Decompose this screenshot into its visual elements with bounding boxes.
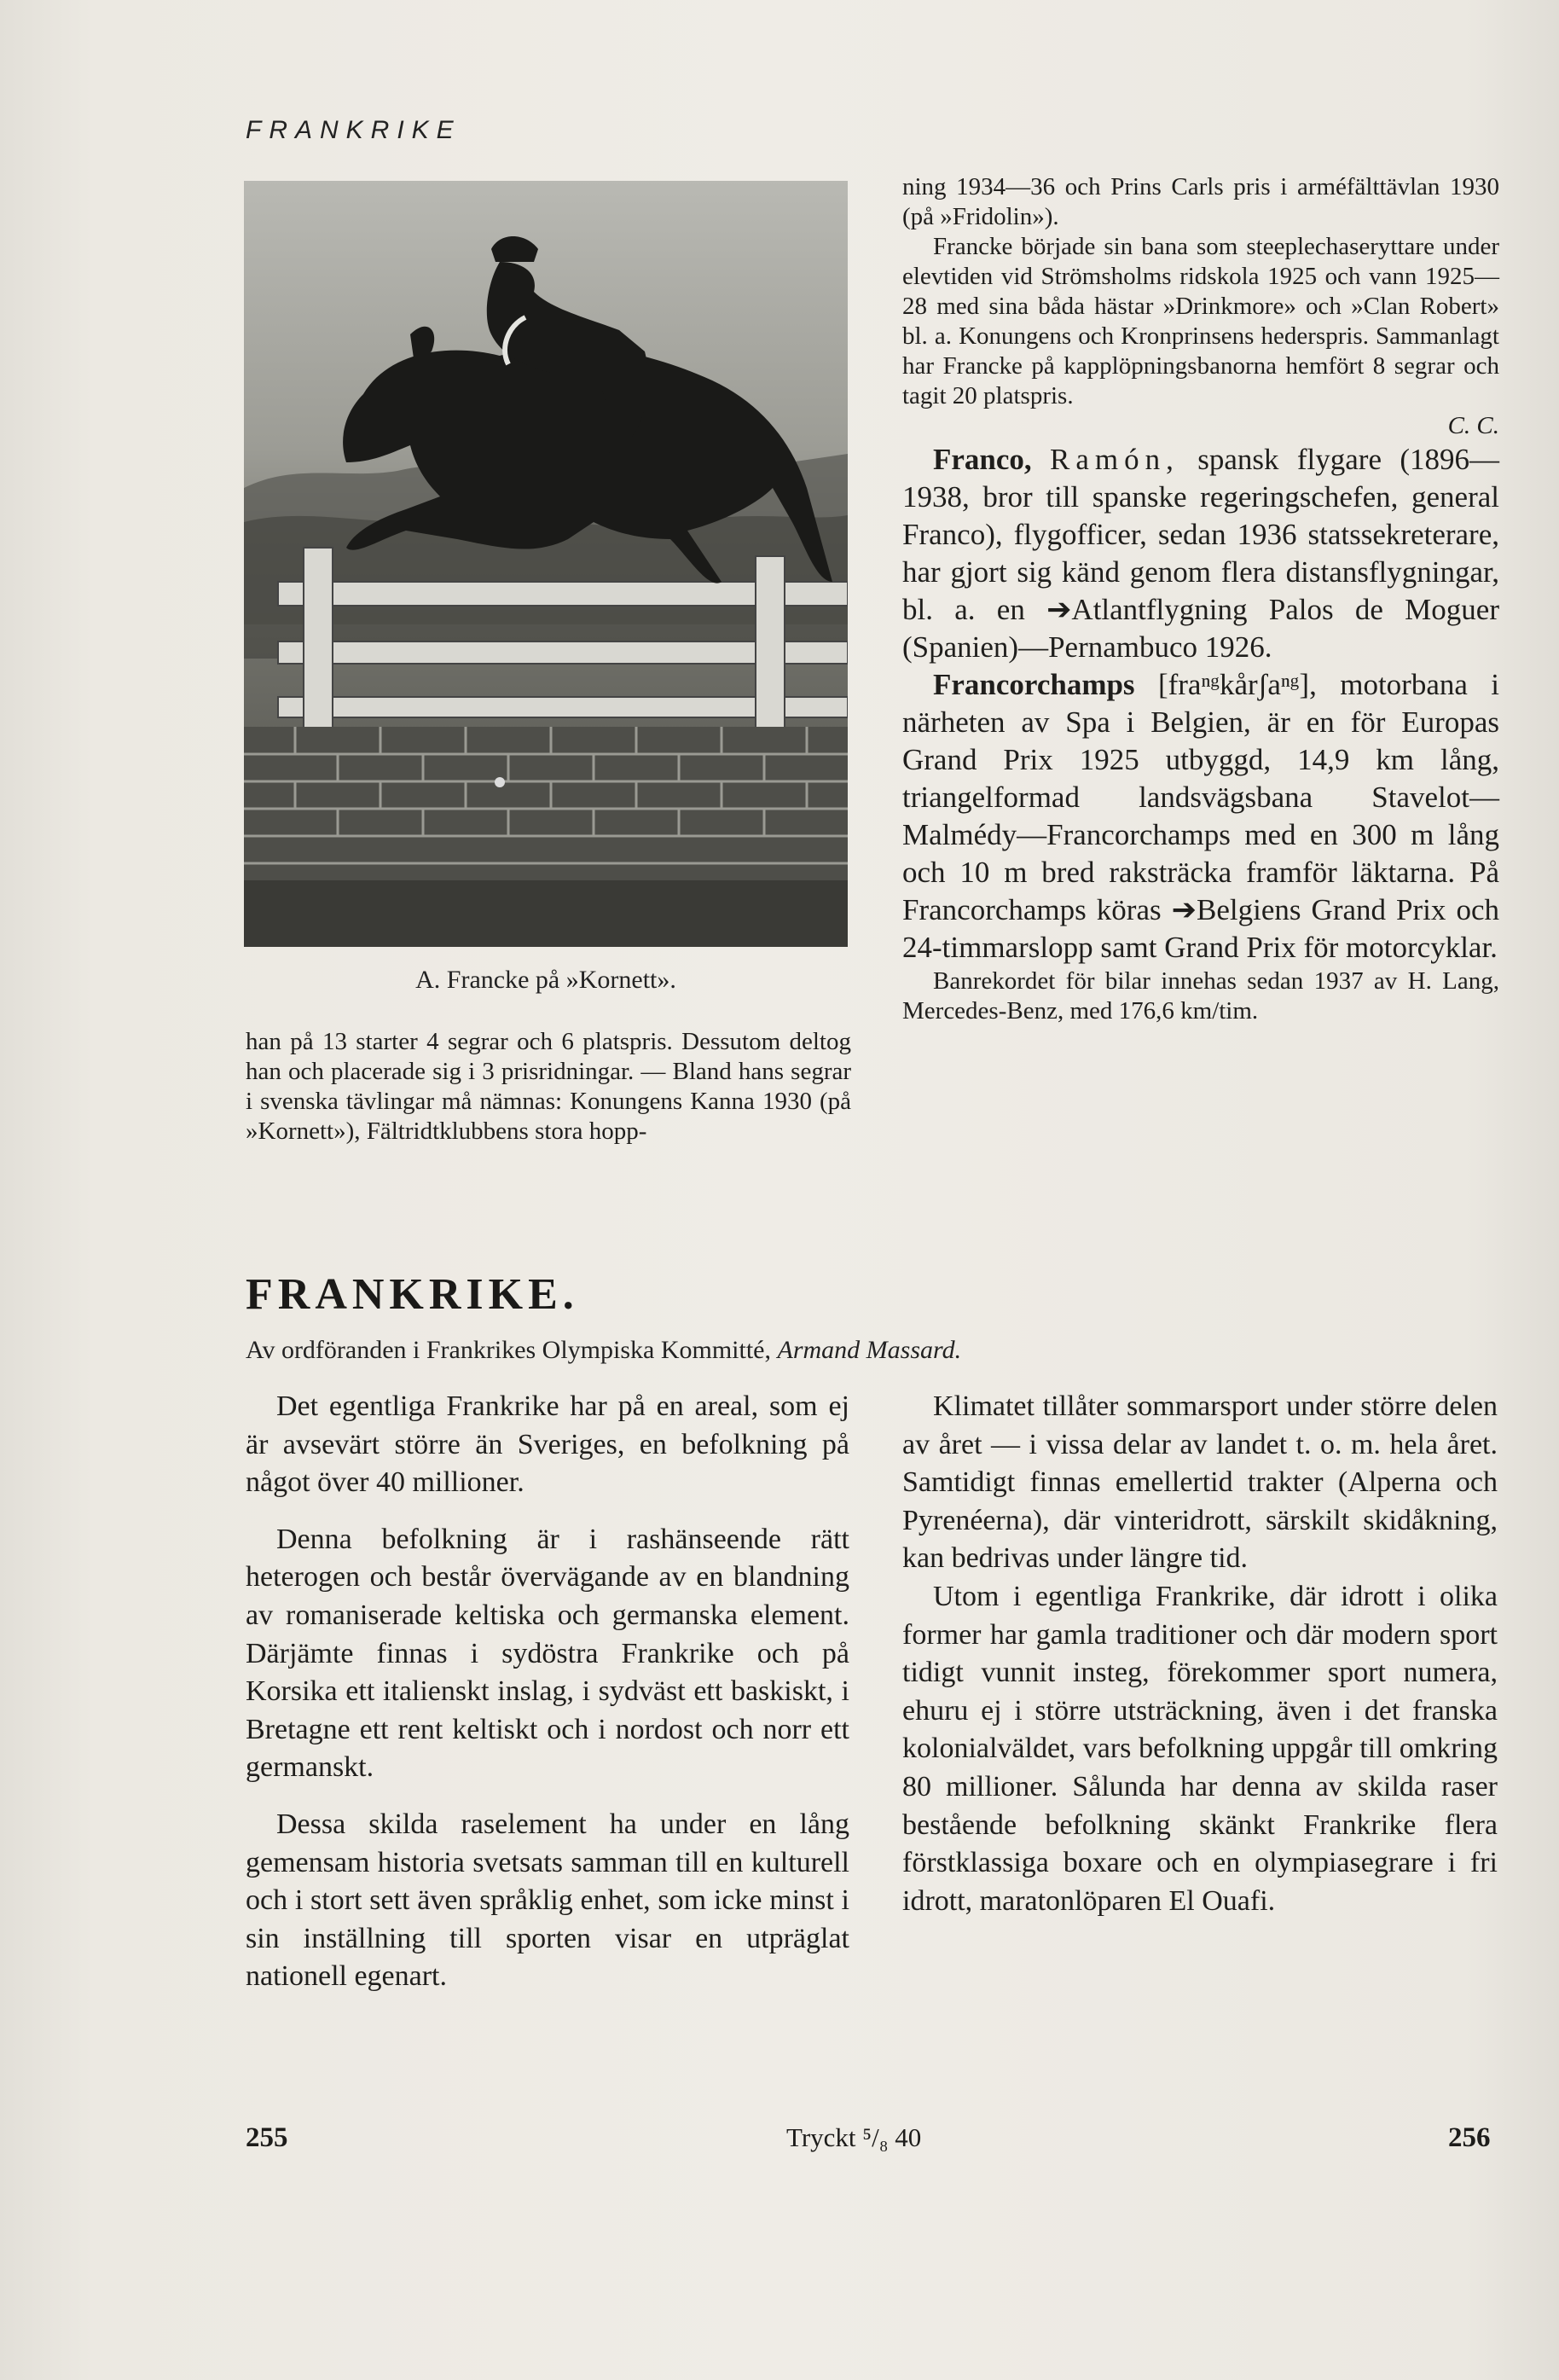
byline [246, 1336, 961, 1365]
horse-jump-illustration [244, 181, 848, 947]
page-number-left: 255 [246, 2122, 288, 2153]
encyclopedia-entries-column [902, 172, 1499, 1026]
paragraph: han på 13 starter 4 segrar och 6 platspris. Dessutom deltog han och placerade sig i 3 prisridningar. — Bland hans segrar i svenska tävlingar må nämnas: Konungens Kanna 1930 (på »Kornett»), Fältridtklubbens stora hopp- [246, 1028, 851, 1145]
record-note: Banrekordet för bilar innehas sedan 1937 av H. Lang, Mercedes-Benz, med 176,6 km/tim. [902, 967, 1499, 1025]
paragraph: Denna befolkning är i rashänseende rätt heterogen och består övervägande av en blandning av romaniserade keltiska och germanska element. Därjämte finnas i sydöstra Frankrike och på Korsika ett italienskt inslag, i sydväst ett baskiskt, i Bretagne ett rent keltiskt och i nordost och norr ett germanskt. [246, 1523, 849, 1784]
paragraph: Dessa skilda raselement ha under en lång gemensam historia svetsats samman till en kulturell och i stort sett även språklig enhet, som icke minst i sin inställning till sporten visar en utpräglat nationell egenart. [246, 1808, 849, 1993]
headword: Francorchamps [933, 668, 1135, 701]
photo-caption: A. Francke på »Kornett». [415, 966, 676, 994]
byline-text: Av ordföranden i Frankrikes Olympiska Kommitté, [246, 1336, 771, 1364]
entry-franco [902, 441, 1499, 666]
paragraph: Det egentliga Frankrike har på en areal, som ej är avsevärt större än Sveriges, en befolkning på något över 40 millioner. [246, 1390, 849, 1499]
pronunciation: [fraⁿᵍkårʃaⁿᵍ], [1157, 668, 1317, 701]
entry-text: motorbana i närheten av Spa i Belgien, är en för Europas Grand Prix 1925 utbyggd, 14,9 km lång, triangelformad landsvägsbana Stavelot—Malmédy—Francorchamps med en 300 m lång och 10 m bred raksträcka framför läktarna. På Francorchamps köras ➔Belgiens Grand Prix och 24-timmarslopp samt Grand Prix för motorcyklar. [902, 668, 1500, 964]
running-head: FRANKRIKE [246, 116, 461, 144]
paragraph: Utom i egentliga Frankrike, där idrott i olika former har gamla traditioner och där modern sport tidigt vunnit insteg, förekommer sport numera, ehuru ej i större utsträckning, även i det franska kolonialväldet, vars befolkning uppgår till omkring 80 millioner. Sålunda har denna av skilda raser bestående befolkning skänkt Frankrike flera förstklassiga boxare och en olympiasegrare i fri idrott, maratonlöparen El Ouafi. [902, 1580, 1498, 1917]
paragraph: ning 1934—36 och Prins Carls pris i arméfälttävlan 1930 (på »Fridolin»). [902, 173, 1499, 230]
section-title: FRANKRIKE. [246, 1270, 579, 1319]
entry-text: spansk flygare (1896—1938, bror till spanske regeringschefen, general Franco), flygofficer, sedan 1936 statssekreterare, har gjort sig känd genom flera distansflygningar, bl. a. en ➔Atlantflygning Palos de Moguer (Spanien)—Pernambuco 1926. [902, 443, 1499, 664]
francke-continuation-column [246, 1027, 851, 1146]
byline-author: Armand Massard. [777, 1336, 962, 1364]
page-number-right: 256 [1448, 2122, 1491, 2153]
entry-francorchamps [902, 666, 1499, 1026]
article-left-column [246, 1388, 849, 1996]
imprint-note: Tryckt ⁵/₈ 40 [786, 2122, 922, 2152]
paragraph: Klimatet tillåter sommarsport under större delen av året — i vissa delar av landet t. o. m. hela året. Samtidigt finnas emellertid trakter (Alperna och Pyrenéerna), där vinteridrott, särskilt skidåkning, kan bedrivas under längre tid. [902, 1390, 1498, 1575]
given-name: Ramón, [1050, 443, 1179, 476]
headword: Franco, [933, 443, 1032, 476]
article-right-column [902, 1388, 1498, 1920]
photo-show-jumping [244, 181, 848, 947]
paragraph: Francke började sin bana som steeplechaseryttare under elevtiden vid Strömsholms ridskola 1925 och vann 1925—28 med sina båda hästar »Drinkmore» och »Clan Robert» bl. a. Konungens och Kronprinsens hederspris. Sammanlagt har Francke på kapplöpningsbanorna hemfört 8 segrar och tagit 20 platspris. [902, 233, 1499, 409]
author-signature: C. C. [1447, 412, 1499, 439]
entry-francke-end [902, 172, 1499, 441]
